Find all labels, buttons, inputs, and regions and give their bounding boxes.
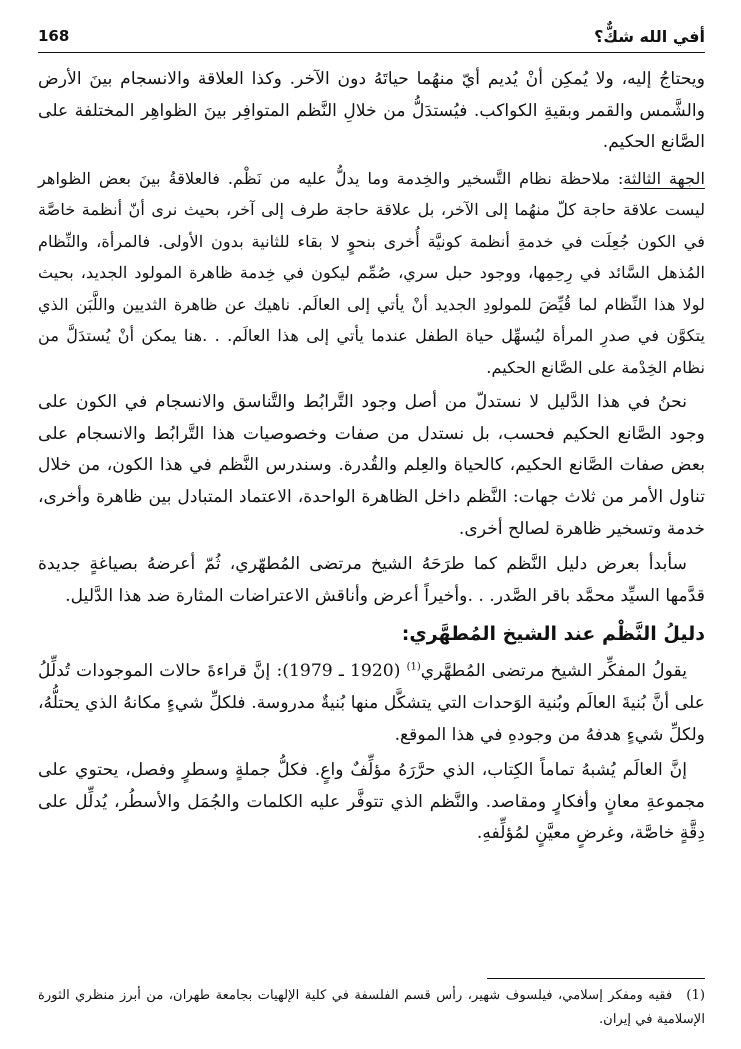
footnote-marker: (1) xyxy=(686,988,705,1003)
footnote xyxy=(38,984,705,1032)
footnote-divider xyxy=(487,978,705,979)
book-page xyxy=(38,22,705,1039)
footnote-reference[interactable]: (1) xyxy=(406,661,421,673)
page-header xyxy=(38,22,705,53)
section-heading: دليلُ النَّظْم عند الشيخ المُطهَّري: xyxy=(401,623,705,646)
running-title: أفي الله شكٌّ؟ xyxy=(594,27,705,46)
footnote-text: فقيه ومفكر إسلامي، فيلسوف شهير، رأس قسم الفلسفة في كلية الإلهيات بجامعة طهران، من أبرز منظري الثورة الإسلامية في إيران. xyxy=(38,988,705,1027)
paragraph-3: نحنُ في هذا الدَّليل لا نستدلّ من أصل وجود التَّرابُط والتَّناسق والانسجام في الكون على وجود الصَّانع الحكيم فحسب، بل نستدل من صفات وخصوصيات هذا التَّرابُط والانسجام على بعض صفات الصَّانع الحكيم، كالحياة والعِلم والقُدرة. وسندرس النَّظم في هذا الكون، من خلال تناول الأمر من ثلاث جهات: النَّظم داخل الظاهرة الواحدة، الاعتماد المتبادل بين ظاهرة وأخرى، خدمة وتسخير ظاهرة لصالح أخرى. xyxy=(38,392,705,539)
page-number: 168 xyxy=(38,27,70,45)
paragraph-5-rest: (1920 ـ 1979): إنَّ قراءةَ حالات الموجودات تُدلِّلُ على أنَّ بُنيةَ العالَم وبُنية الوَحدات التي يتشكَّل منها بُنيةٌ مدروسة. فلكلِّ شيءٍ مكانهُ الذي يحتلُّهُ، ولكلِّ شيءٍ هدفهُ من وجودهِ في هذا الموقع. xyxy=(38,661,705,745)
third-aspect-label: الجهة الثالثة xyxy=(623,168,705,188)
third-aspect-block xyxy=(38,163,705,384)
paragraph-4: سأبدأ بعرض دليل النَّظم كما طرَحَهُ الشيخ مرتضى المُطهّري، ثُمّ أعرضهُ بصياغةٍ جديدة قدَّمها السيِّد محمَّد باقر الصَّدر. . .وأخيراً أعرض وأناقش الاعتراضات المثارة ضد هذا الدَّليل. xyxy=(38,554,705,606)
paragraph-6: إنَّ العالَم يُشبهُ تماماً الكِتاب، الذي حرَّرَهُ مؤلِّفٌ واعٍ. فكلُّ جملةٍ وسطرٍ وفصل، يحتوي على مجموعةِ معانٍ وأفكارٍ ومقاصد. والنَّظم الذي تتوفَّر عليه الكلمات والجُمَل والأسطُر، يُدلِّل على دِقَّةٍ خاصَّة، وغرضٍ معيَّنٍ لمُؤلِّفهِ. xyxy=(38,760,705,844)
paragraph-2-text: : ملاحظة نظام التَّسخير والخِدمة وما يدلُّ عليه من نَظْم. فالعلاقةُ بينَ بعض الظواهر ليست علاقة حاجة كلّ منهُما إلى الآخر، بل علاقة حاجة طرف إلى آخر، بحيث نرى أنّ أنظمة خاصَّة في الكون جُعِلَت في خدمةِ أنظمة كونيَّة أُخرى بنحوٍ لا بقاء للثانية بدون الأولى. فالمرأة، والنِّظام المُذهل السَّائد في رِحِمِها، ووجود حبل سري، صُمِّم ليكون في خِدمة ظاهرة المولود الجديد، بحيث لولا هذا النِّظام لما قُيِّضَ للمولودِ الجديد أنْ يأتي إلى العالَم. ناهيك عن ظاهرة الثديين واللَّبَن الذي يتكوَّن في صدرِ المرأة ليُسهِّل حياة الطفل عندما يأتي إلى هذا العالَم. . .هنا يمكن أنْ يُستدَلَّ من نظام الخِدْمة على الصَّانع الحكيم. xyxy=(38,168,705,377)
paragraph-1: ويحتاجُ إليه، ولا يُمكِن أنْ يُديم أيّ منهُما حياتَهُ دون الآخر. وكذا العلاقة والانسجام بينَ الأرض والشَّمس والقمر وبقيةِ الكواكب. فيُستدَلُّ من خلالِ النَّظم المتوافِر بينَ الظواهِر المختلفة على الصَّانع الحكيم. xyxy=(38,69,705,153)
paragraph-2 xyxy=(38,163,705,384)
paragraph-5-start: يقولُ المفكِّر الشيخ مرتضى المُطهَّري xyxy=(420,661,687,682)
paragraph-5 xyxy=(38,656,705,751)
body-text xyxy=(38,64,705,854)
